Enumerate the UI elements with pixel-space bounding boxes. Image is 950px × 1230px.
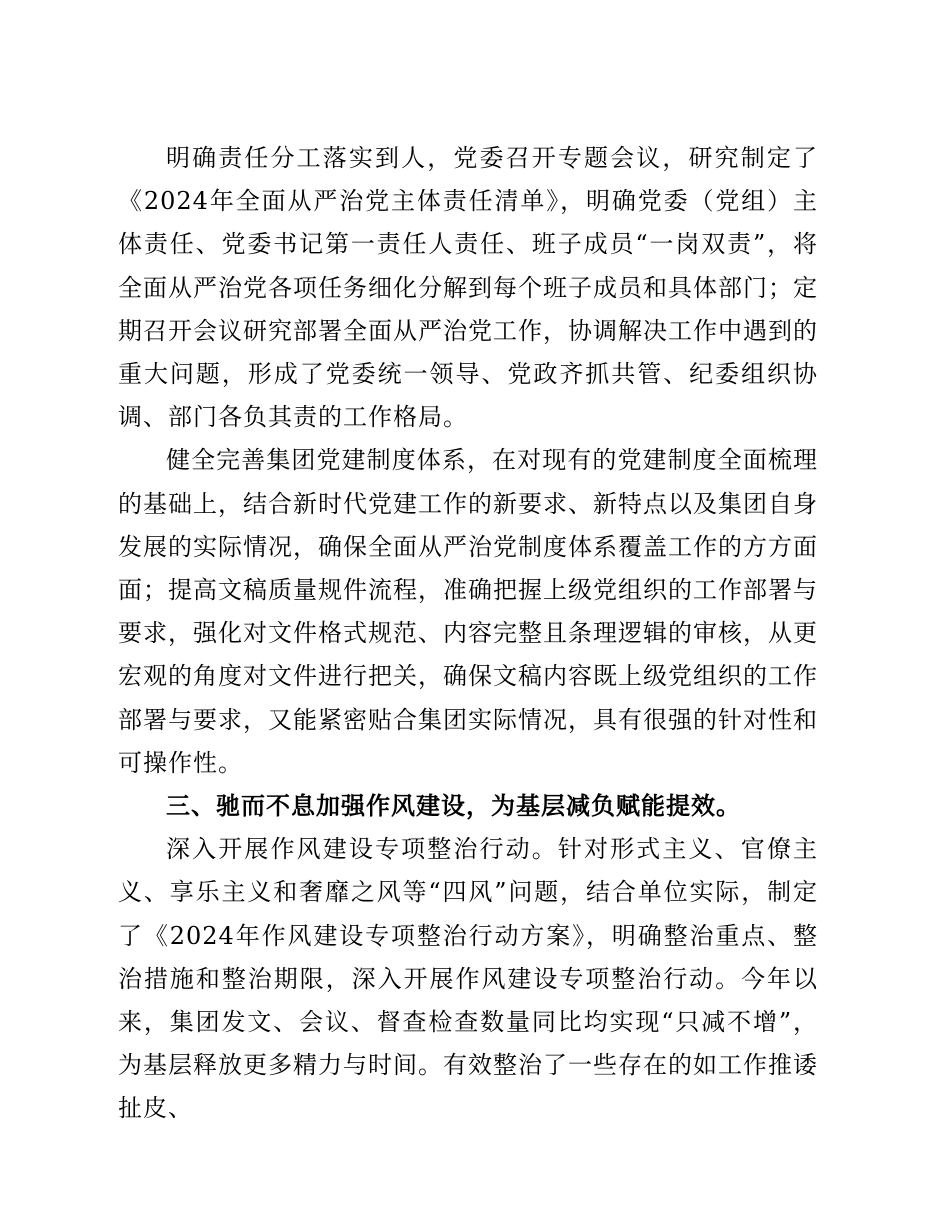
paragraph-institution: 健全完善集团党建制度体系，在对现有的党建制度全面梳理的基础上，结合新时代党建工作的新要求、新特点以及集团自身发展的实际情况，确保全面从严治党制度体系覆盖工作的方方面面；提高文稿质量规件流程，准确把握上级党组织的工作部署与要求，强化对文件格式规范、内容完整且条理逻辑的审核，从更宏观的角度对文件进行把关，确保文稿内容既上级党组织的工作部署与要求，又能紧密贴合集团实际情况，具有很强的针对性和可操作性。 bbox=[118, 446, 818, 777]
document-body bbox=[118, 137, 818, 1131]
paragraph-responsibility: 明确责任分工落实到人，党委召开专题会议，研究制定了《2024年全面从严治党主体责任清单》，明确党委（党组）主体责任、党委书记第一责任人责任、班子成员“一岗双责”，将全面从严治党各项任务细化分解到每个班子成员和具体部门；定期召开会议研究部署全面从严治党工作，协调解决工作中遇到的重大问题，形成了党委统一领导、党政齐抓共管、纪委组织协调、部门各负其责的工作格局。 bbox=[118, 144, 818, 432]
section-heading: 三、驰而不息加强作风建设，为基层减负赋能提效。 bbox=[166, 792, 741, 821]
paragraph-work-style: 深入开展作风建设专项整治行动。针对形式主义、官僚主义、享乐主义和奢靡之风等“四风”问题，结合单位实际，制定了《2024年作风建设专项整治行动方案》，明确整治重点、整治措施和整治期限，深入开展作风建设专项整治行动。今年以来，集团发文、会议、督查检查数量同比均实现“只减不增”，为基层释放更多精力与时间。有效整治了一些存在的如工作推诿扯皮、 bbox=[118, 835, 818, 1123]
